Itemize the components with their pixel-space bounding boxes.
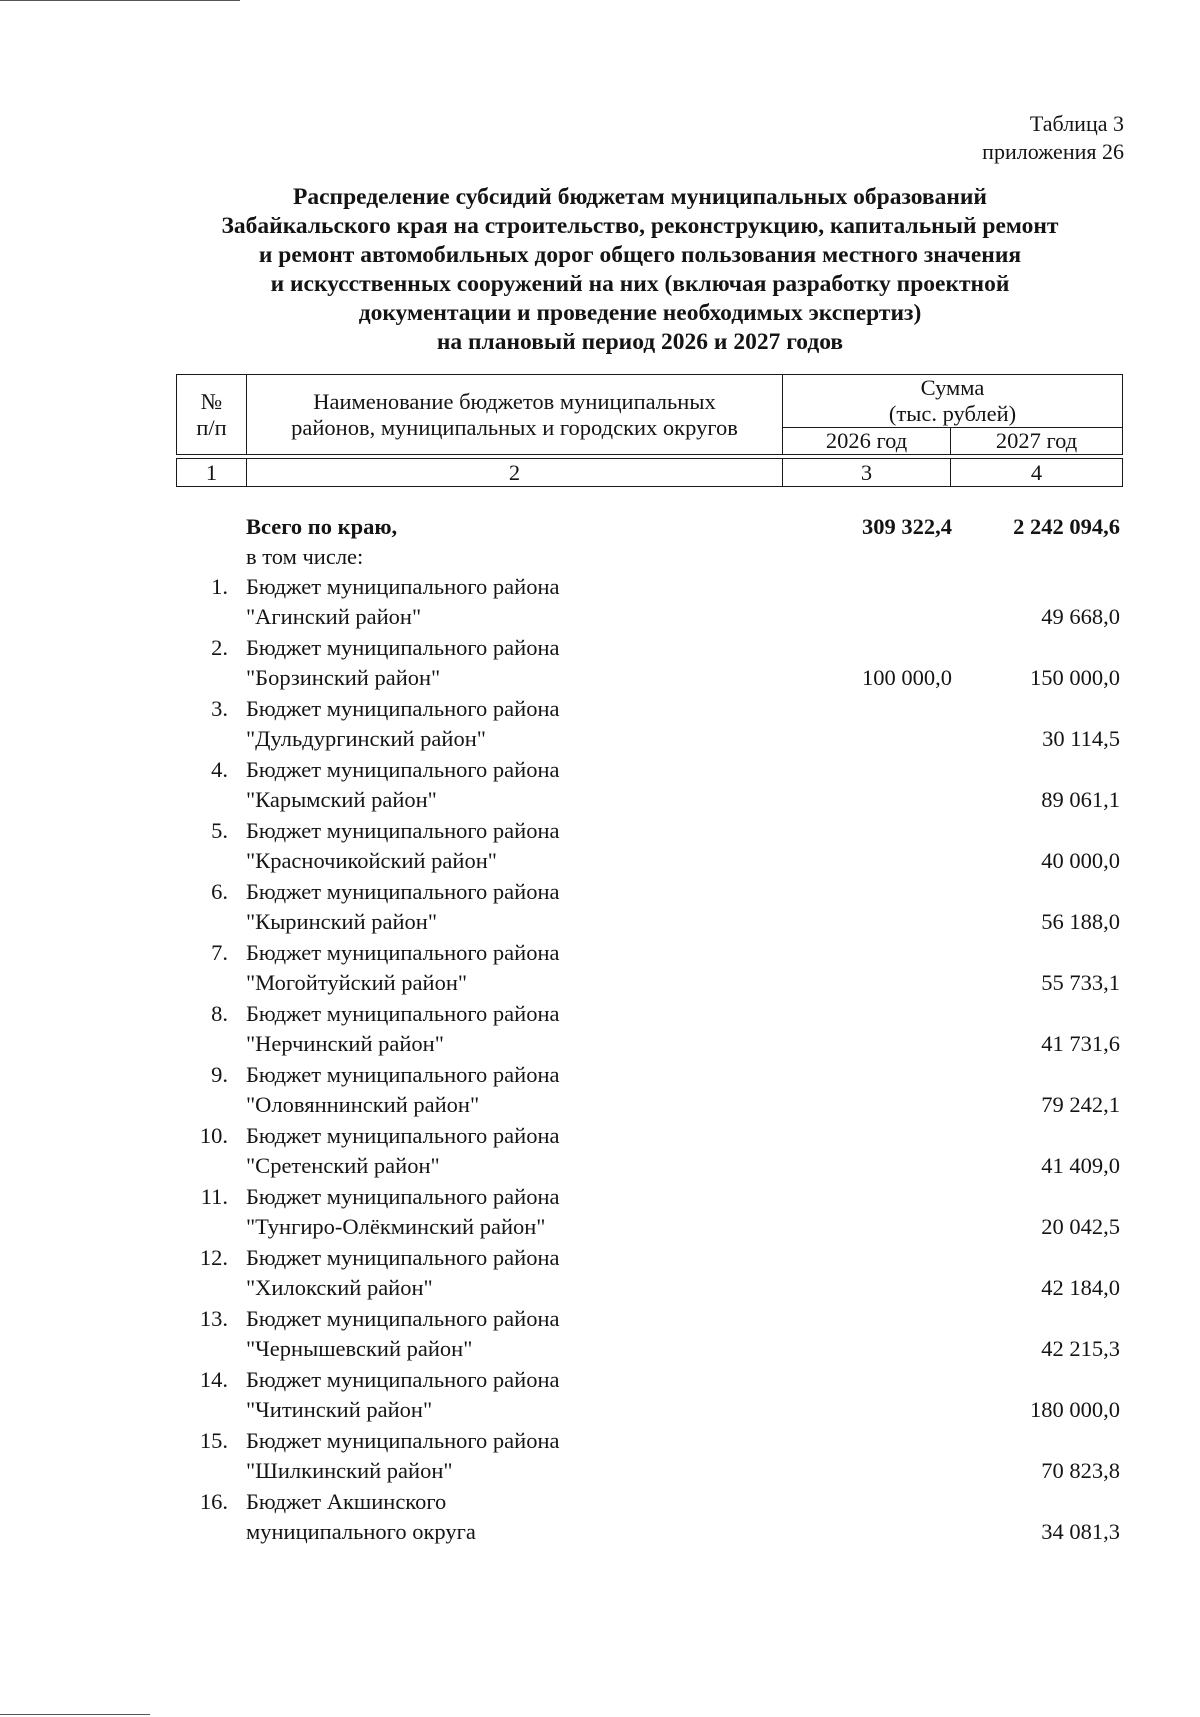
row-value-2027: 40 000,0 bbox=[1041, 848, 1120, 873]
row-name bbox=[246, 694, 559, 754]
annex-reference bbox=[982, 110, 1124, 166]
row-value-2027: 49 668,0 bbox=[1041, 604, 1120, 629]
scan-edge-mark-top bbox=[0, 0, 240, 1]
row-name-line1: Бюджет муниципального района bbox=[246, 879, 560, 904]
row-value-2027: 34 081,3 bbox=[1041, 1519, 1120, 1544]
table-row bbox=[176, 816, 1122, 877]
row-name-line2: "Дульдургинский район" bbox=[246, 726, 486, 751]
title-line: Забайкальского края на строительство, реконструкцию, капитальный ремонт bbox=[221, 213, 1059, 239]
table-row bbox=[176, 694, 1122, 755]
header-sum-line1: Сумма bbox=[920, 375, 985, 400]
row-name-line1: Бюджет муниципального района bbox=[246, 1062, 560, 1087]
table-row bbox=[176, 755, 1122, 816]
column-number-4: 4 bbox=[951, 459, 1123, 487]
header-name-line1: Наименование бюджетов муниципальных bbox=[313, 388, 716, 414]
row-name-line1: Бюджет муниципального района bbox=[246, 818, 560, 843]
document-title bbox=[150, 183, 1130, 357]
row-name-line1: Бюджет муниципального района bbox=[246, 1367, 560, 1392]
table-row bbox=[176, 1243, 1122, 1304]
table-row bbox=[176, 1365, 1122, 1426]
row-value-2027: 79 242,1 bbox=[1041, 1092, 1120, 1117]
header-sum-line2: (тыс. рублей) bbox=[888, 401, 1017, 426]
row-number: 1. bbox=[211, 574, 228, 599]
row-number: 7. bbox=[211, 940, 228, 965]
row-value-2027: 20 042,5 bbox=[1041, 1214, 1120, 1239]
row-name-line2: "Нерчинский район" bbox=[246, 1031, 444, 1056]
row-name-line1: Бюджет муниципального района bbox=[246, 635, 560, 660]
row-name-line2: "Карымский район" bbox=[246, 787, 437, 812]
total-row bbox=[176, 512, 1122, 572]
row-number: 5. bbox=[211, 818, 228, 843]
table-row bbox=[176, 999, 1122, 1060]
title-line: документации и проведение необходимых экспертиз) bbox=[358, 300, 922, 326]
row-name-line1: Бюджет муниципального района bbox=[246, 1001, 560, 1026]
row-number: 14. bbox=[199, 1367, 228, 1392]
table-header bbox=[176, 374, 1123, 487]
row-name bbox=[246, 1426, 559, 1486]
header-cell-2027: 2027 год bbox=[951, 428, 1123, 455]
table-row bbox=[176, 572, 1122, 633]
row-value-2026: 100 000,0 bbox=[862, 665, 952, 690]
row-name-line1: Бюджет муниципального района bbox=[246, 1245, 560, 1270]
row-number: 10. bbox=[199, 1123, 228, 1148]
total-label-block bbox=[246, 512, 397, 572]
total-sublabel: в том числе: bbox=[246, 544, 364, 569]
total-2027: 2 242 094,6 bbox=[1013, 514, 1120, 539]
total-label: Всего по краю, bbox=[246, 514, 398, 539]
row-number: 11. bbox=[200, 1184, 228, 1209]
row-name-line2: "Чернышевский район" bbox=[246, 1336, 473, 1361]
total-2026: 309 322,4 bbox=[862, 514, 952, 539]
row-name-line2: "Хилокский район" bbox=[246, 1275, 433, 1300]
row-name-line1: Бюджет муниципального района bbox=[246, 757, 560, 782]
header-number-sign: № bbox=[200, 388, 223, 414]
row-name bbox=[246, 1487, 476, 1547]
header-cell-name bbox=[247, 375, 783, 455]
row-name-line2: "Кыринский район" bbox=[246, 909, 438, 934]
scan-edge-mark-bottom bbox=[0, 1714, 150, 1715]
row-value-2027: 56 188,0 bbox=[1041, 909, 1120, 934]
row-value-2027: 70 823,8 bbox=[1041, 1458, 1120, 1483]
column-number-3: 3 bbox=[783, 459, 951, 487]
row-name bbox=[246, 1243, 559, 1303]
table-row bbox=[176, 1487, 1122, 1548]
title-line: и искусственных сооружений на них (включая разработку проектной bbox=[270, 271, 1010, 297]
row-name bbox=[246, 755, 559, 815]
row-name-line1: Бюджет Акшинского bbox=[246, 1489, 447, 1514]
row-number: 15. bbox=[199, 1428, 228, 1453]
table-row bbox=[176, 1060, 1122, 1121]
header-number-abbr: п/п bbox=[196, 414, 227, 440]
title-line: на плановый период 2026 и 2027 годов bbox=[436, 329, 844, 355]
row-name bbox=[246, 1365, 559, 1425]
row-name-line2: "Тунгиро-Олёкминский район" bbox=[246, 1214, 546, 1239]
row-number: 3. bbox=[211, 696, 228, 721]
row-name-line1: Бюджет муниципального района bbox=[246, 574, 560, 599]
table-row bbox=[176, 633, 1122, 694]
row-name-line1: Бюджет муниципального района bbox=[246, 1184, 560, 1209]
row-name bbox=[246, 1304, 559, 1364]
row-number: 4. bbox=[211, 757, 228, 782]
table-row bbox=[176, 1182, 1122, 1243]
header-name-line2: районов, муниципальных и городских округов bbox=[291, 414, 738, 440]
row-number: 16. bbox=[199, 1489, 228, 1514]
row-name bbox=[246, 938, 559, 998]
row-number: 13. bbox=[199, 1306, 228, 1331]
row-name bbox=[246, 633, 559, 693]
table-row bbox=[176, 1304, 1122, 1365]
header-cell-number bbox=[177, 375, 247, 455]
title-line: и ремонт автомобильных дорог общего пользования местного значения bbox=[258, 242, 1022, 268]
table-label: Таблица 3 bbox=[1029, 111, 1124, 136]
row-name-line1: Бюджет муниципального района bbox=[246, 1428, 560, 1453]
row-name-line1: Бюджет муниципального района bbox=[246, 696, 560, 721]
row-name-line1: Бюджет муниципального района bbox=[246, 1306, 560, 1331]
column-number-2: 2 bbox=[247, 459, 783, 487]
row-name-line2: "Оловяннинский район" bbox=[246, 1092, 480, 1117]
row-value-2027: 42 184,0 bbox=[1041, 1275, 1120, 1300]
row-number: 6. bbox=[211, 879, 228, 904]
table-body bbox=[176, 512, 1122, 1548]
row-name-line2: "Шилкинский район" bbox=[246, 1458, 453, 1483]
row-name bbox=[246, 1060, 559, 1120]
row-name-line2: "Борзинский район" bbox=[246, 665, 441, 690]
row-name bbox=[246, 572, 559, 632]
row-name bbox=[246, 816, 559, 876]
row-number: 8. bbox=[211, 1001, 228, 1026]
row-value-2027: 55 733,1 bbox=[1041, 970, 1120, 995]
row-name-line1: Бюджет муниципального района bbox=[246, 1123, 560, 1148]
row-number: 2. bbox=[211, 635, 228, 660]
row-value-2027: 30 114,5 bbox=[1042, 726, 1120, 751]
annex-label: приложения 26 bbox=[982, 139, 1124, 164]
row-name bbox=[246, 877, 559, 937]
row-name-line2: "Агинский район" bbox=[246, 604, 422, 629]
column-number-1: 1 bbox=[177, 459, 247, 487]
table-row bbox=[176, 1121, 1122, 1182]
row-name-line2: "Могойтуйский район" bbox=[246, 970, 468, 995]
row-name bbox=[246, 1182, 559, 1242]
row-name-line2: "Красночикойский район" bbox=[246, 848, 497, 873]
row-name-line2: "Сретенский район" bbox=[246, 1153, 440, 1178]
row-value-2027: 180 000,0 bbox=[1030, 1397, 1120, 1422]
header-cell-sum bbox=[783, 375, 1123, 428]
row-value-2027: 89 061,1 bbox=[1041, 787, 1120, 812]
row-name-line2: муниципального округа bbox=[246, 1519, 476, 1544]
row-name-line2: "Читинский район" bbox=[246, 1397, 433, 1422]
row-value-2027: 41 409,0 bbox=[1041, 1153, 1120, 1178]
row-name-line1: Бюджет муниципального района bbox=[246, 940, 560, 965]
row-value-2027: 150 000,0 bbox=[1030, 665, 1120, 690]
row-name bbox=[246, 1121, 559, 1181]
table-row bbox=[176, 877, 1122, 938]
header-cell-2026: 2026 год bbox=[783, 428, 951, 455]
table-row bbox=[176, 1426, 1122, 1487]
table-row bbox=[176, 938, 1122, 999]
title-line: Распределение субсидий бюджетам муниципальных образований bbox=[293, 184, 987, 210]
row-name bbox=[246, 999, 559, 1059]
row-value-2027: 42 215,3 bbox=[1041, 1336, 1120, 1361]
row-value-2027: 41 731,6 bbox=[1041, 1031, 1120, 1056]
row-number: 9. bbox=[211, 1062, 228, 1087]
row-number: 12. bbox=[199, 1245, 228, 1270]
